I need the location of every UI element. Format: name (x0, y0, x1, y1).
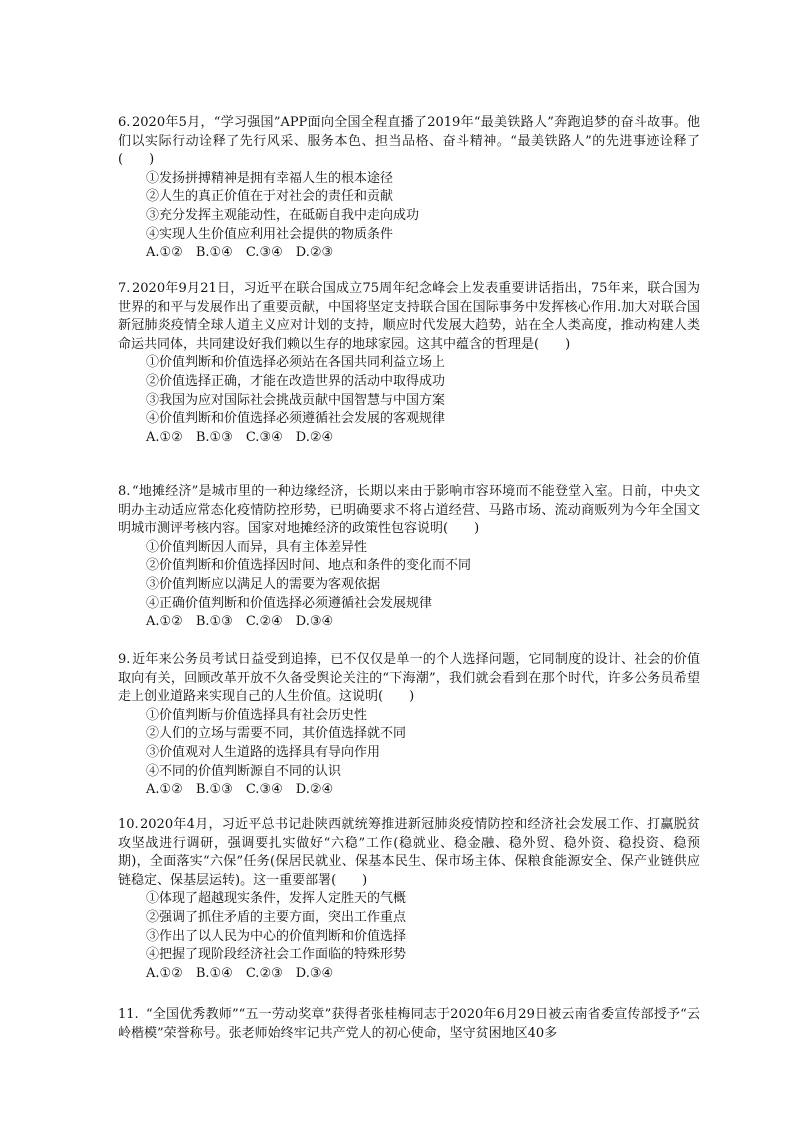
option: ④价值判断和价值选择必须遵循社会发展的客观规律 (146, 411, 446, 427)
question-10 (118, 816, 700, 983)
option: ③作出了以人民为中心的价值判断和价值选择 (146, 928, 407, 944)
question-stem: 10.2020年4月，习近平总书记赴陕西就统筹推进新冠肺炎疫情防控和经济社会发展工作、打赢脱贫攻坚战进行调研，强调要扎实做好“六稳”工作(稳就业、稳金融、稳外贸、稳外资、稳投资、稳预期)，全面落实“六保”任务(保居民就业、保基本民生、保市场主体、保粮食能源安全、保产业链供应链稳定、保基层运转)。这一重要部署( ) (118, 817, 700, 888)
option: ②价值选择正确，才能在改造世界的活动中取得成功 (146, 373, 446, 389)
option: ①价值判断因人而异，具有主体差异性 (146, 539, 368, 555)
answer-choices: A.①② B.①③ C.③④ D.②④ (146, 429, 334, 445)
option: ③价值判断应以满足人的需要为客观依据 (146, 576, 381, 592)
option: ④不同的价值判断源自不同的认识 (146, 763, 342, 779)
question-number: 8. (118, 484, 131, 499)
question-number: 7. (118, 281, 131, 296)
option: ③我国为应对国际社会挑战贡献中国智慧与中国方案 (146, 392, 446, 408)
question-stem: 9. 近年来公务员考试日益受到追捧，已不仅仅是单一的个人选择问题，它同制度的设计、社会的价值取向有关，回顾改革开放不久备受舆论关注的“下海潮”，我们就会看到在那个时代，许多公务员希望走上创业道路来实现自己的人生价值。这说明( ) (118, 652, 700, 705)
option: ④正确价值判断和价值选择必须遵循社会发展规律 (146, 595, 433, 611)
question-7 (118, 280, 700, 447)
question-9 (118, 651, 700, 800)
question-number: 11. (118, 1007, 139, 1022)
answer-choices: A.①② B.①③ C.②④ D.③④ (146, 614, 334, 630)
question-11 (118, 1006, 700, 1043)
option: ②价值判断和价值选择因时间、地点和条件的变化而不同 (146, 558, 472, 574)
question-number: 6. (118, 115, 131, 130)
question-number: 10. (118, 817, 139, 832)
question-stem: 6. 2020年5月，“学习强国”APP面向全国全程直播了2019年“最美铁路人”奔跑追梦的奋斗故事。他们以实际行动诠释了先行风采、服务本色、担当品格、奋斗精神。“最美铁路人”的先进事迹诠释了( ) (118, 115, 700, 168)
answer-choices: A.①② B.①④ C.②③ D.③④ (146, 965, 334, 981)
question-stem: 7. 2020年9月21日，习近平在联合国成立75周年纪念峰会上发表重要讲话指出，75年来，联合国为世界的和平与发展作出了重要贡献，中国将坚定支持联合国在国际事务中发挥核心作用.加大对联合国新冠肺炎疫情全球人道主义应对计划的支持，顺应时代发展大趋势，站在全人类高度，推动构建人类命运共同体，共同建设好我们赖以生存的地球家园。这其中蕴含的哲理是( ) (118, 281, 700, 352)
option: ①发扬拼搏精神是拥有幸福人生的根本途径 (146, 170, 394, 186)
answer-choices: A.①② B.①③ C.③④ D.②④ (146, 782, 334, 798)
question-8 (118, 483, 700, 632)
option: ①价值判断与价值选择具有社会历史性 (146, 707, 368, 723)
question-stem: 11. “全国优秀教师”“五一劳动奖章”获得者张桂梅同志于2020年6月29日被云南省委宣传部授予“云岭楷模”荣誉称号。张老师始终牢记共产党人的初心使命，坚守贫困地区40多 (118, 1007, 700, 1041)
option: ①体现了超越现实条件，发挥人定胜天的气概 (146, 891, 407, 907)
option: ①价值判断和价值选择必须站在各国共同利益立场上 (146, 355, 446, 371)
option: ③充分发挥主观能动性，在砥砺自我中走向成功 (146, 207, 420, 223)
question-number: 9. (118, 652, 131, 667)
option: ④把握了现阶段经济社会工作面临的特殊形势 (146, 947, 407, 963)
option: ③价值观对人生道路的选择具有导向作用 (146, 744, 381, 760)
option: ②强调了抓住矛盾的主要方面，突出工作重点 (146, 909, 407, 925)
question-stem: 8. “地摊经济”是城市里的一种边缘经济，长期以来由于影响市容环境而不能登堂入室。日前，中央文明办主动适应常态化疫情防控形势，已明确要求不将占道经营、马路市场、流动商贩列为今年全国文明城市测评考核内容。国家对地摊经济的政策性包容说明( ) (118, 484, 700, 537)
answer-choices: A.①② B.①④ C.③④ D.②③ (146, 245, 334, 261)
question-6 (118, 114, 700, 263)
option: ②人生的真正价值在于对社会的责任和贡献 (146, 189, 394, 205)
option: ④实现人生价值应利用社会提供的物质条件 (146, 226, 394, 242)
option: ②人们的立场与需要不同，其价值选择就不同 (146, 726, 407, 742)
